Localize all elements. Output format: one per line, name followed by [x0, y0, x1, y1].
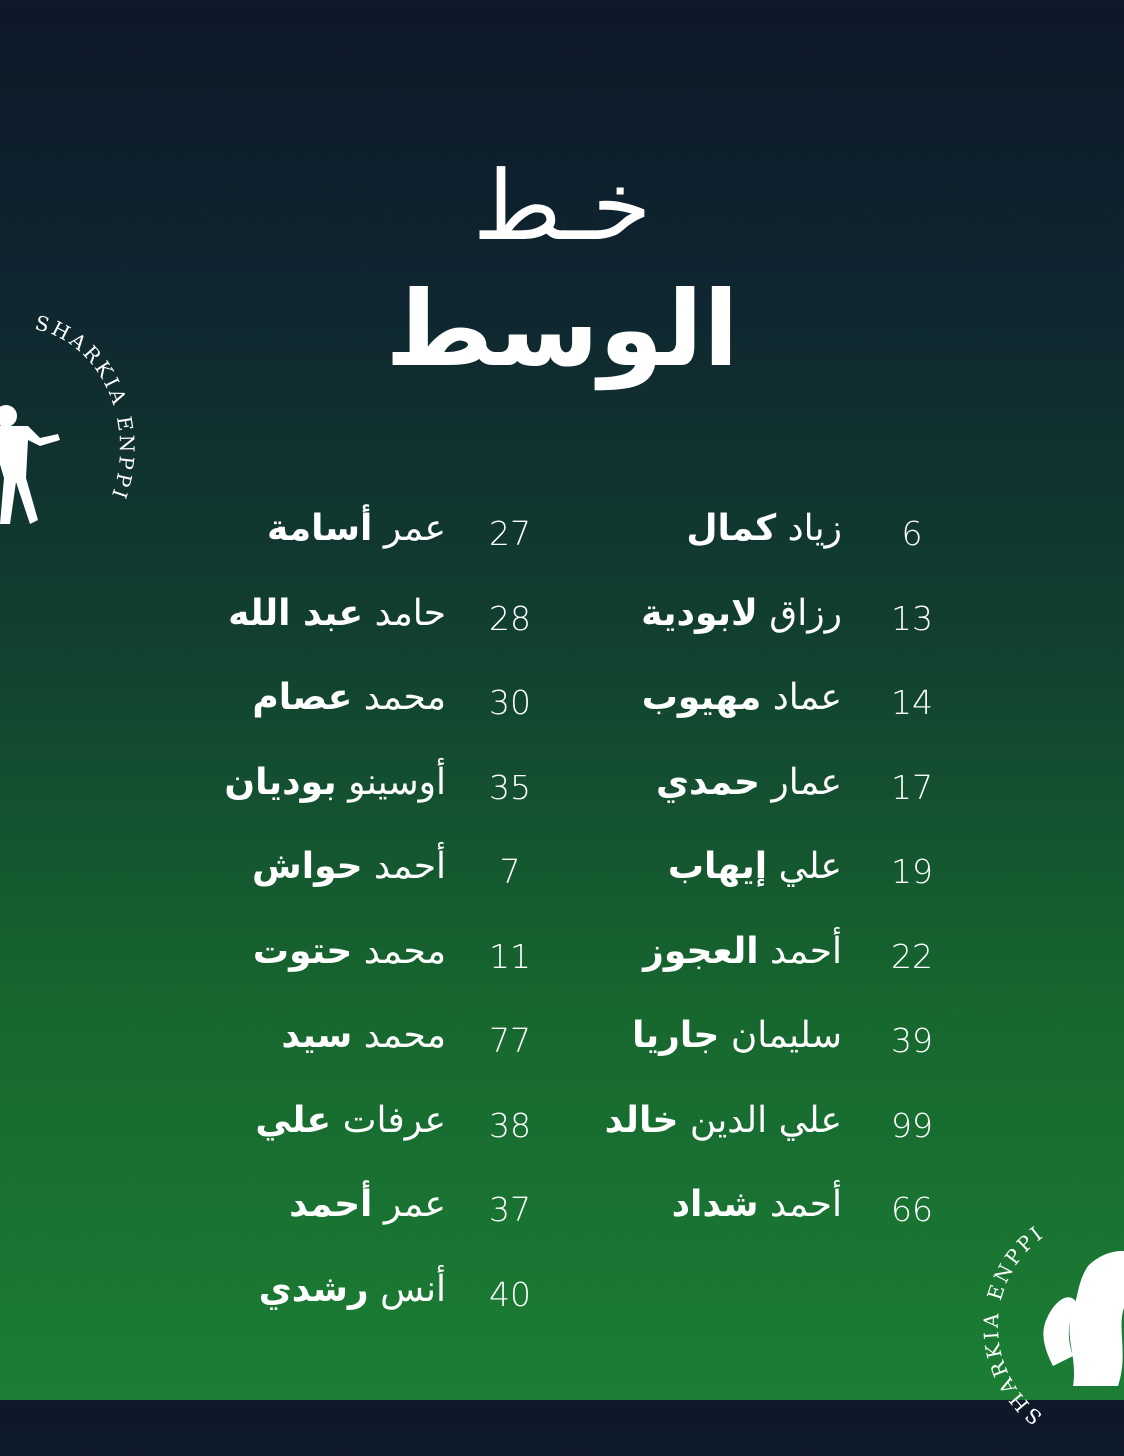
player-last-name: رشدي [258, 1268, 369, 1310]
player-row [470, 931, 990, 1016]
player-name [686, 508, 842, 549]
player-first-name: محمد [363, 1015, 446, 1056]
player-name [642, 677, 842, 718]
player-row [470, 593, 990, 678]
player-last-name: لابودية [641, 592, 758, 634]
player-name [632, 1015, 842, 1056]
svg-text:SHARKIA ENPPI [33, 310, 140, 504]
player-row [60, 1269, 580, 1354]
player-number: 38 [489, 1105, 531, 1145]
player-row [470, 762, 990, 847]
player-first-name: علي الدين [689, 1099, 842, 1141]
title-line-2: الوسط [385, 268, 739, 390]
player-row [470, 1015, 990, 1100]
player-number: 6 [901, 514, 923, 553]
player-number: 99 [891, 1105, 933, 1145]
player-name [267, 508, 446, 549]
player-name [605, 1100, 842, 1141]
player-name [252, 846, 446, 887]
player-number: 11 [489, 936, 531, 976]
player-number: 19 [891, 852, 933, 891]
player-first-name: أنس [380, 1268, 446, 1310]
player-first-name: زياد [787, 508, 842, 549]
player-last-name: إيهاب [667, 846, 768, 887]
player-last-name: أسامة [267, 508, 373, 549]
player-number: 17 [891, 767, 933, 807]
player-row [470, 508, 990, 593]
player-last-name: عصام [252, 677, 353, 718]
player-last-name: سيد [281, 1015, 353, 1056]
player-last-name: عبد الله [228, 592, 364, 634]
player-last-name: حواش [252, 846, 363, 887]
player-number: 14 [891, 683, 933, 722]
logo-ring-text-right: SHARKIA ENPPI [978, 1219, 1049, 1430]
player-first-name: أحمد [770, 1184, 842, 1225]
player-name [672, 1184, 842, 1225]
player-number: 13 [891, 598, 933, 638]
player-number: 30 [489, 683, 531, 722]
player-first-name: حامد [374, 592, 446, 634]
player-last-name: العجوز [643, 930, 759, 972]
player-last-name: كمال [686, 508, 777, 549]
title-line-1: خـط [472, 150, 652, 262]
player-last-name: شداد [671, 1184, 759, 1225]
player-first-name: سليمان [730, 1015, 842, 1056]
player-row [470, 1100, 990, 1185]
player-name [643, 931, 842, 972]
player-name [253, 931, 446, 972]
player-number: 22 [891, 936, 933, 976]
player-first-name: محمد [363, 677, 446, 718]
player-name [259, 1269, 446, 1310]
player-first-name: عماد [772, 677, 842, 718]
player-first-name: علي [778, 846, 842, 887]
player-first-name: محمد [363, 930, 446, 972]
player-number: 7 [499, 852, 521, 891]
player-number: 39 [891, 1021, 933, 1060]
player-number: 28 [489, 598, 531, 638]
player-name [656, 762, 842, 803]
player-last-name: حتوت [252, 930, 353, 972]
player-number: 27 [489, 514, 531, 553]
player-row [470, 677, 990, 762]
player-number: 35 [489, 767, 531, 807]
player-first-name: عمار [771, 761, 842, 803]
player-name [281, 1015, 446, 1056]
player-last-name: بوديان [224, 761, 337, 803]
player-name [641, 593, 842, 634]
player-first-name: عمر [383, 508, 446, 549]
horse-head-icon [1043, 1251, 1124, 1386]
player-row [470, 1184, 990, 1269]
player-number: 40 [489, 1274, 531, 1314]
player-first-name: عرفات [342, 1099, 446, 1141]
player-name [252, 677, 446, 718]
player-last-name: مهيوب [641, 677, 762, 718]
player-last-name: علي [255, 1099, 332, 1141]
logo-ring-text: SHARKIA ENPPI [32, 310, 140, 505]
right-roster-column [470, 508, 990, 1269]
player-name [228, 593, 446, 634]
player-first-name: أحمد [770, 930, 842, 972]
player-last-name: خالد [604, 1099, 679, 1141]
player-silhouette-icon [0, 405, 60, 524]
player-name [289, 1184, 446, 1225]
player-number: 66 [891, 1190, 933, 1229]
player-number: 77 [489, 1021, 531, 1060]
player-last-name: جاريا [632, 1015, 720, 1056]
club-logo-right [978, 1196, 1124, 1456]
player-first-name: أوسينو [348, 761, 446, 803]
player-name [224, 762, 446, 803]
player-number: 37 [489, 1190, 531, 1229]
player-first-name: أحمد [374, 846, 446, 887]
player-last-name: أحمد [289, 1184, 373, 1225]
player-name [668, 846, 842, 887]
player-first-name: رزاق [769, 592, 842, 634]
player-row [470, 846, 990, 931]
player-first-name: عمر [383, 1184, 446, 1225]
player-last-name: حمدي [656, 761, 760, 803]
player-name [255, 1100, 446, 1141]
